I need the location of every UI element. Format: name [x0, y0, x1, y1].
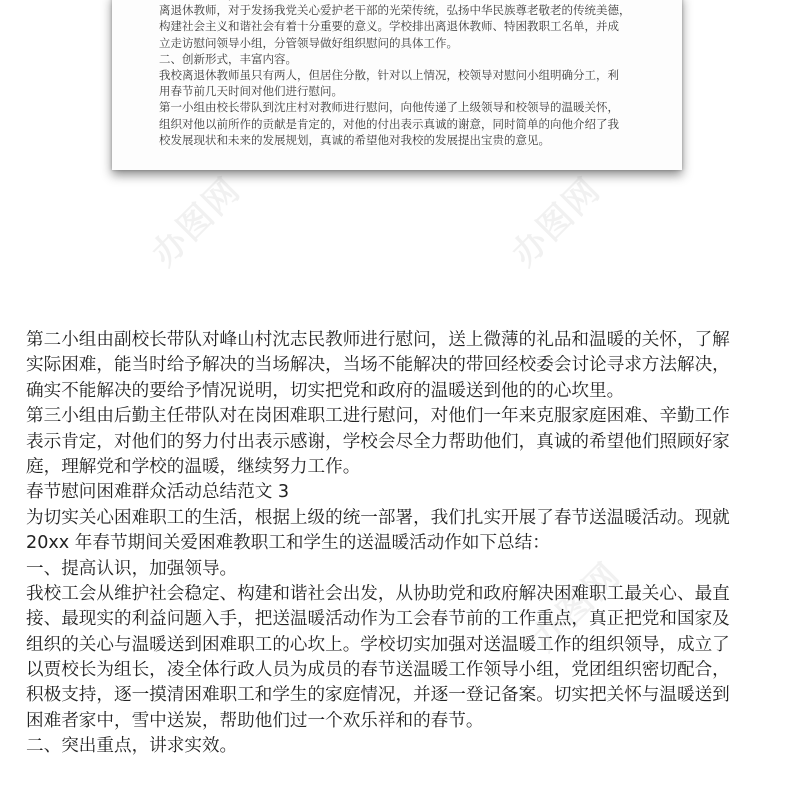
watermark-text: 办图网 — [144, 169, 249, 275]
watermark-text: 办图网 — [524, 554, 629, 660]
body-line: 为切实关心困难职工的生活，根据上级的统一部署，我们扎实开展了春节送温暖活动。现就 — [26, 507, 730, 528]
section-heading: 二、突出重点，讲求实效。 — [26, 736, 238, 757]
body-line: 第三小组由后勤主任带队对在岗困难职工进行慰问，对他们一年来克服家庭困难、辛勤工作 — [26, 406, 730, 427]
section-heading: 春节慰问困难群众活动总结范文 3 — [26, 482, 290, 503]
preview-line: 用春节前几天时间对他们进行慰问。 — [159, 84, 343, 99]
preview-line: 校发展现状和未来的发展规划，真诚的希望他对我校的发展提出宝贵的意见。 — [159, 132, 550, 147]
section-heading: 一、提高认识，加强领导。 — [26, 558, 238, 579]
body-line: 第二小组由副校长带队对峰山村沈志民教师进行慰问，送上微薄的礼品和温暖的关怀，了解 — [26, 330, 730, 350]
body-line: 表示肯定，对他们的努力付出表示感谢，学校会尽全力帮助他们，真诚的希望他们照顾好家 — [26, 431, 730, 452]
document-page-preview — [112, 0, 682, 170]
body-line: 实际困难，能当时给予解决的当场解决，当场不能解决的带回经校委会讨论寻求方法解决， — [26, 355, 730, 376]
body-line: 确实不能解决的要给予情况说明，切实把党和政府的温暖送到他的的心坎里。 — [26, 380, 625, 401]
preview-line: 二、创新形式，丰富内容。 — [159, 51, 297, 66]
body-line: 组织的关心与温暖送到困难职工的心坎上。学校切实加强对送温暖工作的组织领导，成立了 — [26, 634, 730, 655]
body-line: 我校工会从维护社会稳定、构建和谐社会出发，从协助党和政府解决困难职工最关心、最直 — [26, 583, 730, 604]
preview-line: 立走访慰问领导小组，分管领导做好组织慰问的具体工作。 — [159, 35, 458, 50]
watermark-text: 办图网 — [504, 169, 609, 275]
preview-line: 第一小组由校长带队到沈庄村对教师进行慰问，向他传递了上级领导和校领导的温暖关怀， — [159, 100, 619, 115]
preview-text-block — [159, 0, 669, 148]
body-line: 困难者家中，雪中送炭，帮助他们过一个欢乐祥和的春节。 — [26, 710, 484, 731]
body-line: 以贾校长为组长，凌全体行政人员为成员的春节送温暖工作领导小组，党团组织密切配合， — [26, 660, 730, 681]
preview-line: 离退休教师，对于发扬我党关心爱护老干部的光荣传统，弘扬中华民族尊老敬老的传统美德， — [159, 3, 631, 18]
body-line: 接、最现实的利益问题入手，把送温暖活动作为工会春节前的工作重点，真正把党和国家及 — [26, 609, 730, 630]
body-line: 庭，理解党和学校的温暖，继续努力工作。 — [26, 456, 361, 477]
preview-line: 组织对他以前所作的贡献是肯定的，对他的付出表示真诚的谢意，同时简单的向他介绍了我 — [159, 116, 619, 131]
document-body — [26, 328, 786, 760]
preview-line: 构建社会主义和谐社会有着十分重要的意义。学校排出离退休教师、特困教职工名单，并成 — [159, 19, 619, 34]
preview-line: 我校离退休教师虽只有两人，但居住分散，针对以上情况，校领导对慰问小组明确分工，利 — [159, 67, 619, 82]
body-line: 20xx 年春节期间关爱困难教职工和学生的送温暖活动作如下总结： — [26, 533, 550, 554]
body-line: 积极支持，逐一摸清困难职工和学生的家庭情况，并逐一登记备案。切实把关怀与温暖送到 — [26, 685, 730, 706]
